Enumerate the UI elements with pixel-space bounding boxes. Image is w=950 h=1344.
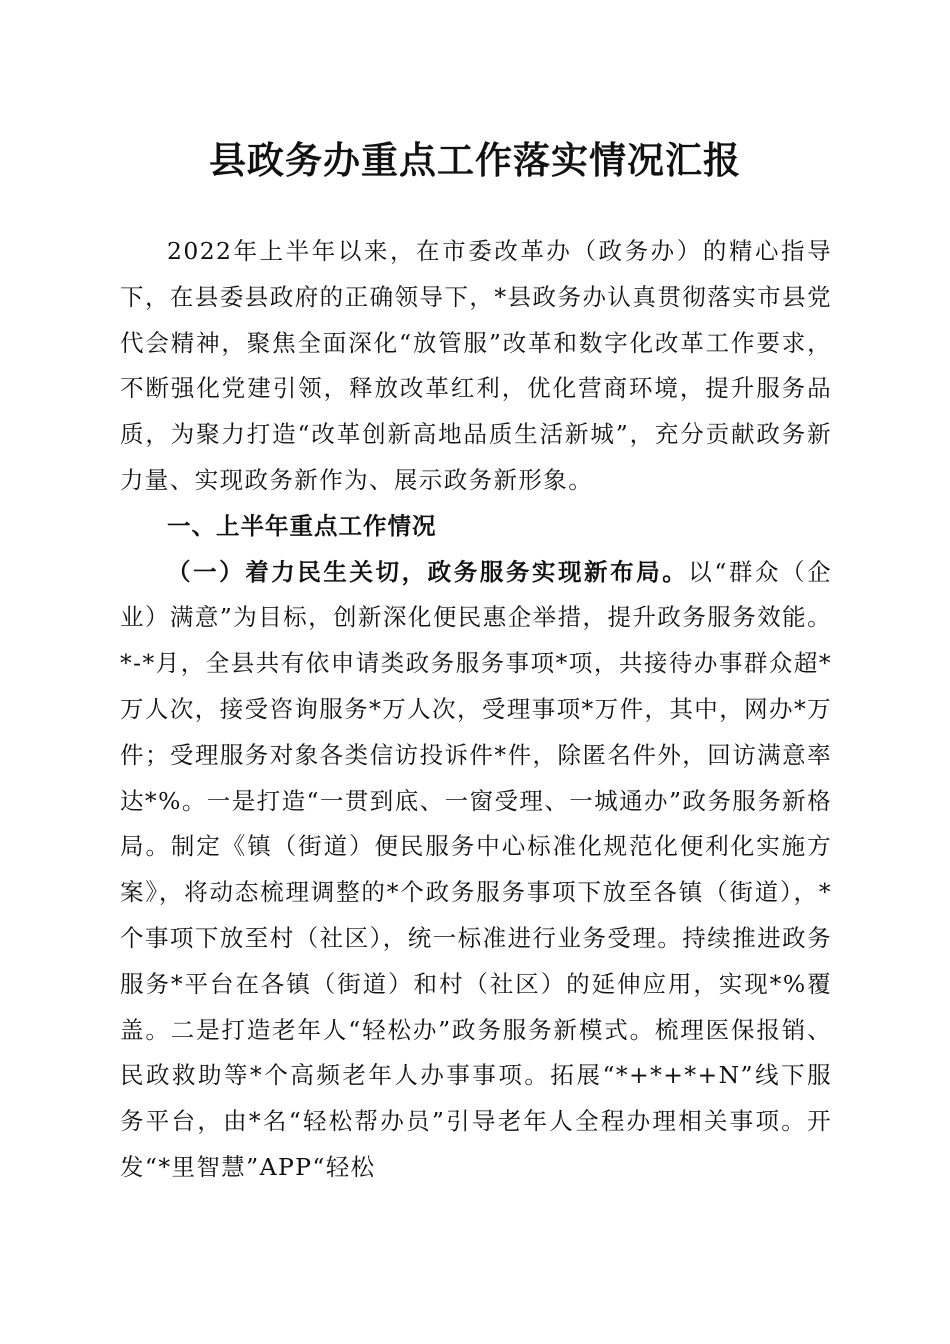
document-body <box>120 229 832 1191</box>
subsection-body-1: 以“群众（企业）满意”为目标，创新深化便民惠企举措，提升政务服务效能。*-*月，全县共有依申请类政务服务事项*项，共接待办事群众超*万人次，接受咨询服务*万人次，受理事项*万件，其中，网办*万件；受理服务对象各类信访投诉件*件，除匿名件外，回访满意率达*%。一是打造“一贯到底、一窗受理、一城通办”政务服务新格局。制定《镇（街道）便民服务中心标准化规范化便利化实施方案》，将动态梳理调整的*个政务服务事项下放至各镇（街道），*个事项下放至村（社区），统一标准进行业务受理。持续推进政务服务*平台在各镇（街道）和村（社区）的延伸应用，实现*%覆盖。二是打造老年人“轻松办”政务服务新模式。梳理医保报销、民政救助等*个高频老年人办事事项。拓展“*+*+*+N”线下服务平台，由*名“轻松帮办员”引导老年人全程办理相关事项。开发“*里智慧”APP“轻松 <box>120 557 832 1181</box>
document-title: 县政务办重点工作落实情况汇报 <box>209 138 741 182</box>
subsection-heading-1: （一）着力民生关切，政务服务实现新布局。 <box>167 557 689 586</box>
intro-paragraph: 2022年上半年以来，在市委改革办（政务办）的精心指导下，在县委县政府的正确领导下，*县政务办认真贯彻落实市县党代会精神，聚焦全面深化“放管服”改革和数字化改革工作要求，不断强化党建引领，释放改革红利，优化营商环境，提升服务品质，为聚力打造“改革创新高地品质生活新城”，充分贡献政务新力量、实现政务新作为、展示政务新形象。 <box>120 237 832 494</box>
subsection-paragraph-1 <box>120 550 832 1191</box>
section-heading-1: 一、上半年重点工作情况 <box>167 511 437 540</box>
